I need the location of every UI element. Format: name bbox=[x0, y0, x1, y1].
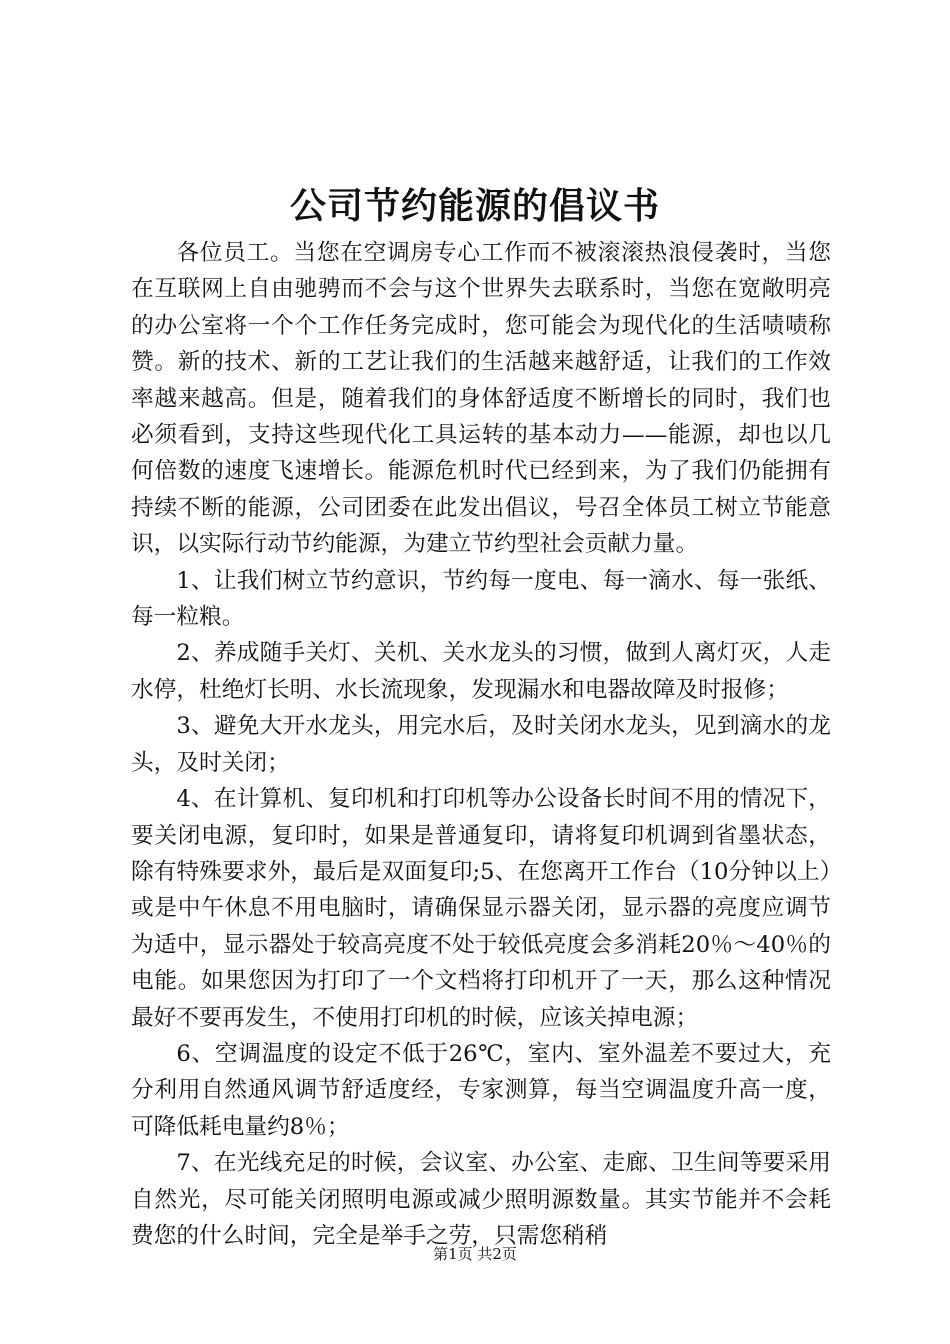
paragraph-item-2: 2、养成随手关灯、关机、关水龙头的习惯，做到人离灯灭，人走水停，杜绝灯长明、水长流现象，发现漏水和电器故障及时报修； bbox=[131, 640, 831, 703]
page-number-footer: 第1页 共2页 bbox=[433, 1245, 517, 1263]
document-title: 公司节约能源的倡议书 bbox=[289, 186, 660, 227]
paragraph-intro: 各位员工。当您在空调房专心工作而不被滚滚热浪侵袭时，当您在互联网上自由驰骋而不会与这个世界失去联系时，当您在宽敞明亮的办公室将一个个工作任务完成时，您可能会为现代化的生活啧啧称赞。新的技术、新的工艺让我们的生活越来越舒适，让我们的工作效率越来越高。但是，随着我们的身体舒适度不断增长的同时，我们也必须看到，支持这些现代化工具运转的基本动力——能源，却也以几何倍数的速度飞速增长。能源危机时代已经到来，为了我们仍能拥有持续不断的能源，公司团委在此发出倡议，号召全体员工树立节能意识，以实际行动节约能源，为建立节约型社会贡献力量。 bbox=[131, 240, 831, 558]
paragraph-item-3: 3、避免大开水龙头，用完水后，及时关闭水龙头，见到滴水的龙头，及时关闭； bbox=[131, 713, 831, 776]
document-body bbox=[131, 235, 831, 1254]
paragraph-item-1: 1、让我们树立节约意识，节约每一度电、每一滴水、每一张纸、每一粒粮。 bbox=[131, 567, 831, 631]
paragraph-item-6: 6、空调温度的设定不低于26℃，室内、室外温差不要过大，充分利用自然通风调节舒适度经，专家测算，每当空调温度升高一度，可降低耗电量约8％； bbox=[131, 1040, 831, 1140]
paragraph-item-7: 7、在光线充足的时候，会议室、办公室、走廊、卫生间等要采用自然光，尽可能关闭照明电源或减少照明源数量。其实节能并不会耗费您的什么时间，完全是举手之劳，只需您稍稍 bbox=[131, 1150, 831, 1249]
paragraph-item-4-5: 4、在计算机、复印机和打印机等办公设备长时间不用的情况下，要关闭电源，复印时，如果是普通复印，请将复印机调到省墨状态，除有特殊要求外，最后是双面复印;5、在您离开工作台（10分钟以上）或是中午休息不用电脑时，请确保显示器关闭，显示器的亮度应调节为适中，显示器处于较高亮度不处于较低亮度会多消耗20％～40％的电能。如果您因为打印了一个文档将打印机开了一天，那么这种情况最好不要再发生，不使用打印机的时候，应该关掉电源； bbox=[131, 786, 831, 1031]
